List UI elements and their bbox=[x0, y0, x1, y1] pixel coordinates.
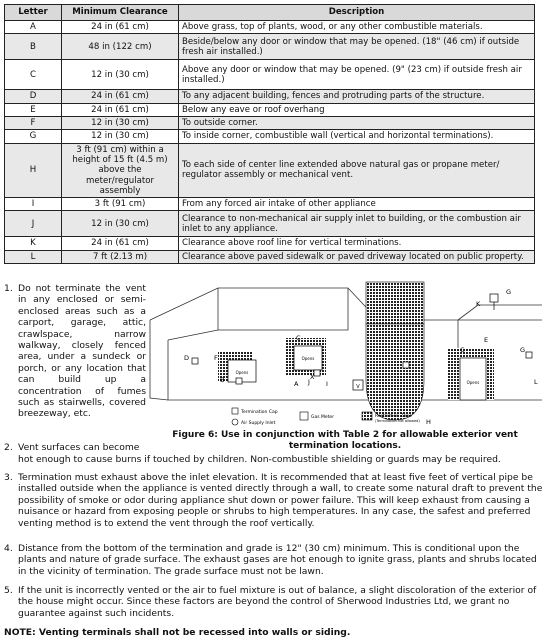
row-letter: H bbox=[5, 143, 62, 198]
note-text: If the unit is incorrectly vented or the air to fuel mixture is out of balance, a slight discoloration of the exterior of the house might occur. Since these factors are beyond the control of Sherwood Industries Ltd, we grant no guarantee against such incidents. bbox=[18, 585, 537, 619]
table-row bbox=[5, 116, 535, 129]
restriction-zone-roof bbox=[366, 282, 424, 324]
letter-c: C bbox=[296, 334, 301, 342]
row-clearance: 48 in (122 cm) bbox=[62, 34, 179, 60]
row-letter: L bbox=[5, 250, 62, 263]
note-2-cont bbox=[4, 454, 544, 465]
note-number: 3. bbox=[4, 472, 13, 483]
letter-a: A bbox=[294, 380, 299, 388]
row-letter: G bbox=[5, 130, 62, 143]
letter-g-wall: G bbox=[520, 346, 526, 354]
roof-termination bbox=[490, 294, 498, 310]
row-clearance: 12 in (30 cm) bbox=[62, 116, 179, 129]
row-clearance: 12 in (30 cm) bbox=[62, 211, 179, 237]
legend-gas-meter: Gas Meter bbox=[311, 415, 335, 420]
table-row bbox=[5, 103, 535, 116]
table-row bbox=[5, 21, 535, 34]
window-label: Opens bbox=[235, 370, 249, 375]
letter-l: L bbox=[534, 378, 538, 386]
letter-x: X bbox=[310, 373, 315, 381]
row-clearance: 12 in (30 cm) bbox=[62, 130, 179, 143]
note-number: 2. bbox=[4, 442, 13, 453]
table-row bbox=[5, 143, 535, 198]
row-letter: F bbox=[5, 116, 62, 129]
legend-termination-cap: Termination Cap bbox=[241, 410, 278, 415]
letter-i: I bbox=[326, 380, 328, 388]
row-letter: B bbox=[5, 34, 62, 60]
table-row bbox=[5, 34, 535, 60]
legend-restriction-zone: Restriction Zone bbox=[375, 414, 412, 419]
row-letter: J bbox=[5, 211, 62, 237]
row-description: Clearance above paved sidewalk or paved driveway located on public property. bbox=[179, 250, 535, 263]
letter-b: B bbox=[220, 376, 225, 384]
row-letter: C bbox=[5, 60, 62, 90]
legend-restriction-sub: (Termination not allowed) bbox=[375, 419, 420, 423]
window-label: Opens bbox=[466, 380, 480, 385]
row-clearance: 12 in (30 cm) bbox=[62, 60, 179, 90]
restriction-zone-meter bbox=[366, 324, 424, 420]
row-letter: A bbox=[5, 21, 62, 34]
row-description: To any adjacent building, fences and protruding parts of the structure. bbox=[179, 90, 535, 103]
header-minimum-clearance: Minimum Clearance bbox=[62, 5, 179, 21]
letter-j: J bbox=[308, 378, 310, 386]
note-number: 5. bbox=[4, 585, 13, 596]
window-label: Opens bbox=[301, 356, 315, 361]
note-number: 4. bbox=[4, 543, 13, 554]
letter-h: H bbox=[426, 418, 431, 426]
row-clearance: 7 ft (2.13 m) bbox=[62, 250, 179, 263]
row-letter: I bbox=[5, 198, 62, 211]
gas-meter bbox=[353, 380, 363, 390]
table-row bbox=[5, 60, 535, 90]
figure-caption: Figure 6: Use in conjunction with Table 2 for allowable exterior vent termination locations. bbox=[172, 430, 518, 451]
window-2 bbox=[294, 346, 322, 370]
row-description: From any forced air intake of other appliance bbox=[179, 198, 535, 211]
row-clearance: 24 in (61 cm) bbox=[62, 237, 179, 250]
row-description: To outside corner. bbox=[179, 116, 535, 129]
table-row bbox=[5, 130, 535, 143]
venting-note: NOTE: Venting terminals shall not be recessed into walls or siding. bbox=[4, 627, 351, 638]
table-row bbox=[5, 198, 535, 211]
note-1 bbox=[4, 283, 146, 420]
row-description: Beside/below any door or window that may be opened. (18" (46 cm) if outside fresh air installed.) bbox=[179, 34, 535, 60]
row-clearance: 3 ft (91 cm) bbox=[62, 198, 179, 211]
note-3 bbox=[4, 472, 544, 529]
note-2 bbox=[4, 442, 544, 453]
legend-air-supply: Air Supply Inlet bbox=[241, 421, 276, 426]
note-text: Distance from the bottom of the termination and grade is 12" (30 cm) minimum. This is conditional upon the plants and nature of grade surface. The exhaust gases are hot enough to ignite grass, plants and shrubs located in the vicinity of termination. The grade surface must not be lawn. bbox=[18, 543, 537, 577]
letter-d: D bbox=[184, 354, 190, 362]
note-text: Do not terminate the vent in any enclosed or semi-enclosed areas such as a carport, garage, attic, crawlspace, narrow walkway, closely fenced area, under a sundeck or porch, or any location that can build up a concentration of fumes such as stairwells, covered breezeway, etc. bbox=[18, 283, 146, 420]
door bbox=[460, 358, 486, 400]
row-clearance: 24 in (61 cm) bbox=[62, 103, 179, 116]
letter-e: E bbox=[484, 336, 489, 344]
row-description: Clearance above roof line for vertical terminations. bbox=[179, 237, 535, 250]
row-description: Below any eave or roof overhang bbox=[179, 103, 535, 116]
row-description: Above any door or window that may be opened. (9" (23 cm) if outside fresh air installed.) bbox=[179, 60, 535, 90]
note-5 bbox=[4, 585, 544, 619]
letter-f: F bbox=[214, 354, 218, 362]
letter-c-door: C bbox=[460, 346, 465, 354]
row-clearance: 24 in (61 cm) bbox=[62, 90, 179, 103]
note-text-line1: Vent surfaces can become bbox=[18, 442, 140, 453]
note-4 bbox=[4, 543, 544, 577]
row-description: Clearance to non-mechanical air supply inlet to building, or the combustion air inlet to any appliance. bbox=[179, 211, 535, 237]
table-row bbox=[5, 237, 535, 250]
row-description: To each side of center line extended above natural gas or propane meter/ regulator assembly or mechanical vent. bbox=[179, 143, 535, 198]
header-letter: Letter bbox=[5, 5, 62, 21]
letter-g: G bbox=[506, 288, 512, 296]
row-letter: D bbox=[5, 90, 62, 103]
header-description: Description bbox=[179, 5, 535, 21]
clearance-table bbox=[4, 4, 535, 264]
table-header-row bbox=[5, 5, 535, 21]
letter-k: K bbox=[476, 300, 481, 308]
row-clearance: 24 in (61 cm) bbox=[62, 21, 179, 34]
table-row bbox=[5, 211, 535, 237]
note-text: Termination must exhaust above the inlet elevation. It is recommended that at least five feet of vertical pipe be installed outside when the appliance is vented directly through a wall, to create some natural draft to prevent the possibility of smoke or odor during appliance shut down or power failure. This will keep exhaust from causing a nuisance or hazard from exposing people or shrubs to high temperatures. In any case, the safest and preferred venting method is to extend the vent through the roof vertically. bbox=[18, 472, 543, 529]
table-row bbox=[5, 90, 535, 103]
row-letter: K bbox=[5, 237, 62, 250]
vent-termination-figure bbox=[148, 280, 542, 437]
row-description: Above grass, top of plants, wood, or any other combustible materials. bbox=[179, 21, 535, 34]
note-number: 1. bbox=[4, 283, 13, 294]
note-text-line2: hot enough to cause burns if touched by children. Non-combustible shielding or guards may be required. bbox=[18, 454, 501, 465]
table-row bbox=[5, 250, 535, 263]
row-letter: E bbox=[5, 103, 62, 116]
meter-letter: V bbox=[356, 384, 360, 390]
row-clearance: 3 ft (91 cm) within a height of 15 ft (4.5 m) above the meter/regulator assembly bbox=[62, 143, 179, 198]
row-description: To inside corner, combustible wall (vertical and horizontal terminations). bbox=[179, 130, 535, 143]
